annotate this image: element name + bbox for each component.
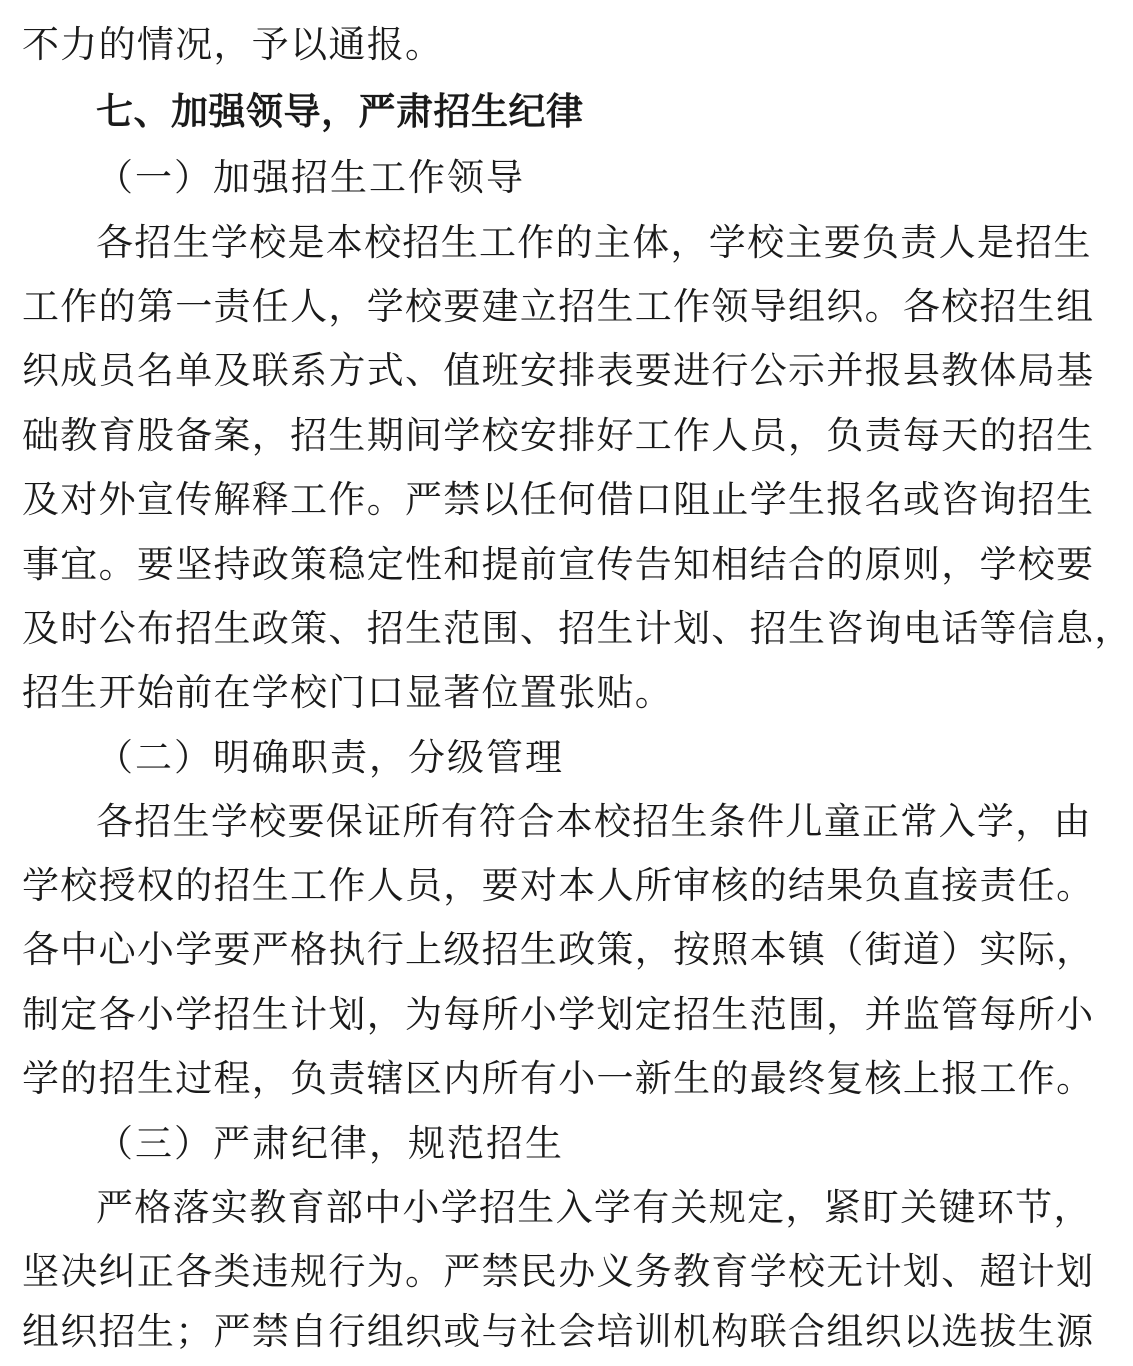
section-heading: 七、加强领导，严肃招生纪律 [96, 90, 584, 133]
paragraph-line: 组织招生；严禁自行组织或与社会培训机构联合组织以选拔生源 [22, 1310, 1095, 1353]
paragraph-line: 各招生学校要保证所有符合本校招生条件儿童正常入学，由 [96, 800, 1092, 843]
paragraph-line: 及时公布招生政策、招生范围、招生计划、招生咨询电话等信息， [22, 607, 1133, 650]
paragraph-line: 工作的第一责任人，学校要建立招生工作领导组织。各校招生组 [22, 285, 1095, 328]
subsection-heading: （三）严肃纪律，规范招生 [96, 1122, 564, 1165]
subsection-heading: （一）加强招生工作领导 [96, 156, 525, 199]
paragraph-line: 不力的情况，予以通报。 [22, 23, 444, 66]
paragraph-line: 事宜。要坚持政策稳定性和提前宣传告知相结合的原则，学校要 [22, 543, 1095, 586]
paragraph-line: 各中心小学要严格执行上级招生政策，按照本镇（街道）实际， [22, 928, 1095, 971]
paragraph-line: 及对外宣传解释工作。严禁以任何借口阻止学生报名或咨询招生 [22, 478, 1095, 521]
paragraph-line: 制定各小学招生计划，为每所小学划定招生范围，并监管每所小 [22, 993, 1095, 1036]
paragraph-line: 学校授权的招生工作人员，要对本人所审核的结果负直接责任。 [22, 864, 1095, 907]
paragraph-line: 坚决纠正各类违规行为。严禁民办义务教育学校无计划、超计划 [22, 1250, 1095, 1293]
paragraph-line: 学的招生过程，负责辖区内所有小一新生的最终复核上报工作。 [22, 1057, 1095, 1100]
paragraph-line: 织成员名单及联系方式、值班安排表要进行公示并报县教体局基 [22, 349, 1095, 392]
paragraph-line: 各招生学校是本校招生工作的主体，学校主要负责人是招生 [96, 221, 1092, 264]
paragraph-line: 础教育股备案，招生期间学校安排好工作人员，负责每天的招生 [22, 414, 1095, 457]
paragraph-line: 严格落实教育部中小学招生入学有关规定，紧盯关键环节， [96, 1186, 1092, 1229]
paragraph-line: 招生开始前在学校门口显著位置张贴。 [22, 671, 674, 714]
subsection-heading: （二）明确职责，分级管理 [96, 736, 564, 779]
